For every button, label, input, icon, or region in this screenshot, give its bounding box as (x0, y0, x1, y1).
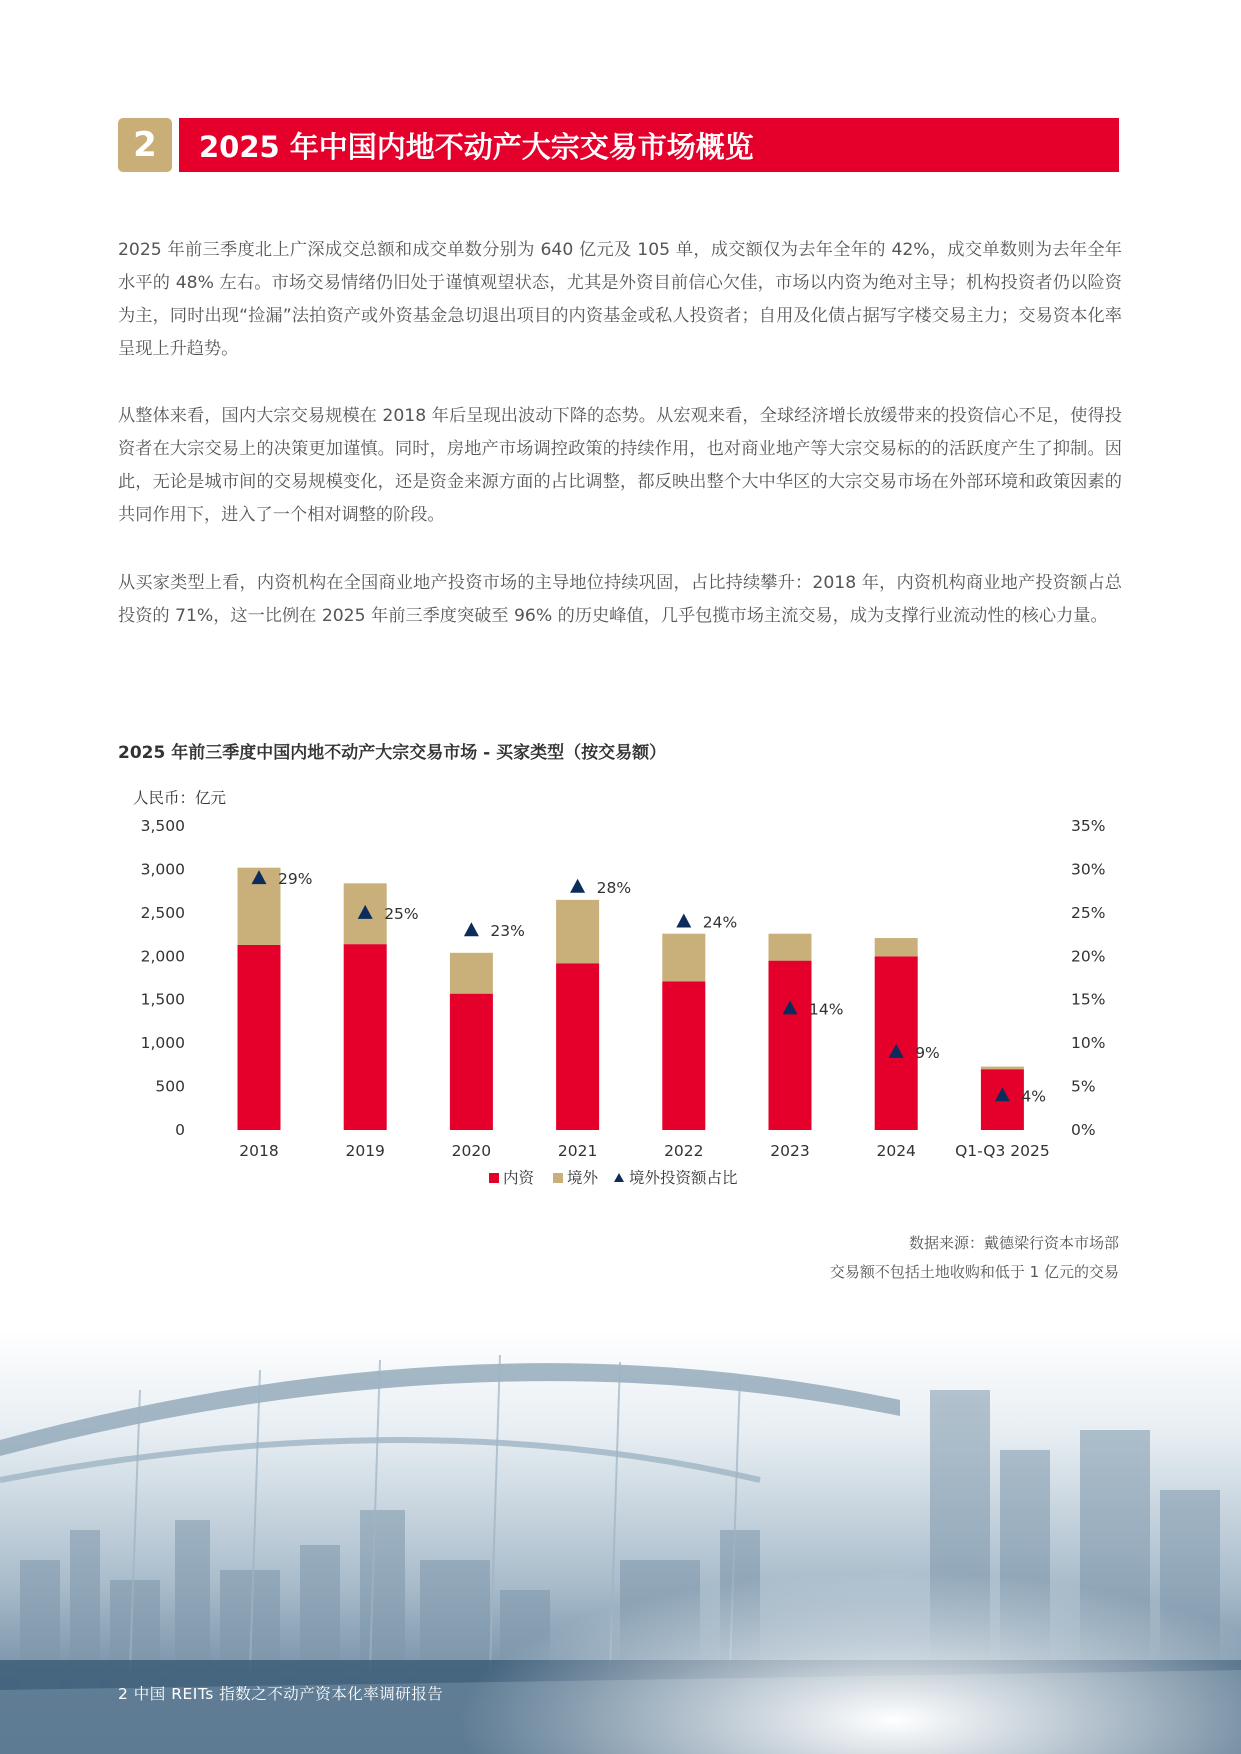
bar-domestic (769, 961, 812, 1130)
y-tick-label: 3,500 (140, 817, 185, 835)
y2-tick-label: 0% (1071, 1121, 1096, 1139)
y-axis (141, 817, 185, 1139)
ratio-label: 14% (809, 1000, 844, 1019)
ratio-marker (464, 922, 479, 936)
page-footer: 2 中国 REITs 指数之不动产资本化率调研报告 (118, 1685, 444, 1703)
source-note: 数据来源：戴德梁行资本市场部 (908, 1234, 1119, 1252)
bar-foreign (556, 900, 599, 963)
buyer-type-chart (0, 780, 1241, 1200)
bar-domestic (238, 945, 281, 1130)
ratio-label: 28% (596, 878, 632, 897)
section-title: 2025 年中国内地不动产大宗交易市场概览 (179, 118, 1119, 172)
chart-legend (489, 1169, 738, 1187)
x-tick-label: 2018 (239, 1142, 279, 1160)
ratio-label: 29% (278, 870, 313, 889)
paragraph-3: 从买家类型上看，内资机构在全国商业地产投资市场的主导地位持续巩固，占比持续攀升：2018 年，内资机构商业地产投资额占总投资的 71%，这一比例在 2025 年前三季度突破至 96% 的历史峰值，几乎包揽市场主流交易，成为支撑行业流动性的核心力量。 (118, 573, 1122, 626)
chart-title: 2025 年前三季度中国内地不动产大宗交易市场 - 买家类型（按交易额） (118, 743, 667, 763)
ratio-label: 24% (702, 913, 738, 932)
y2-tick-label: 30% (1071, 860, 1106, 879)
section-number: 2 (118, 118, 172, 172)
y-tick-label: 2,500 (140, 903, 185, 922)
y2-tick-label: 25% (1071, 903, 1106, 922)
source-exclusion-note: 交易额不包括土地收购和低于 1 亿元的交易 (829, 1263, 1119, 1281)
x-tick-label: 2024 (876, 1142, 916, 1160)
ratio-label: 23% (490, 922, 525, 941)
y-tick-label: 1,500 (140, 990, 185, 1009)
x-tick-label: Q1-Q3 2025 (955, 1142, 1050, 1160)
x-tick-label: 2021 (557, 1142, 598, 1160)
bars (238, 868, 1024, 1130)
x-tick-label: 2020 (451, 1142, 492, 1160)
y2-tick-label: 10% (1071, 1034, 1106, 1053)
legend-ratio-label: 境外投资额占比 (629, 1169, 738, 1187)
x-axis (239, 1142, 1049, 1160)
y-tick-label: 1,000 (140, 1034, 185, 1053)
paragraph-1: 2025 年前三季度北上广深成交总额和成交单数分别为 640 亿元及 105 单，成交额仅为去年全年的 42%，成交单数则为去年全年水平的 48% 左右。市场交易情绪仍旧处于谨慎观望状态，尤其是外资目前信心欠佳，市场以内资为绝对主导；机构投资者仍以险资为主，同时出现“捡漏”法拍资产或外资基金急切退出项目的内资基金或私人投资者；自用及化债占据写字楼交易主力；交易资本化率呈现上升趋势。 (118, 240, 1122, 359)
bar-foreign (662, 934, 705, 982)
bar-foreign (450, 953, 493, 994)
bar-domestic (450, 994, 493, 1130)
legend-domestic-swatch (489, 1173, 499, 1183)
legend-ratio-marker (614, 1173, 624, 1182)
y2-tick-label: 15% (1071, 990, 1106, 1009)
ratio-marker (676, 914, 691, 928)
bar-domestic (556, 963, 599, 1130)
bar-domestic (662, 981, 705, 1130)
bar-domestic (344, 944, 387, 1130)
chart-y-axis-label: 人民币：亿元 (133, 789, 227, 807)
y2-tick-label: 35% (1071, 817, 1106, 835)
y2-tick-label: 20% (1071, 947, 1106, 966)
bar-foreign (769, 934, 812, 961)
ratio-label: 25% (384, 904, 419, 923)
ratio-marker (570, 879, 585, 893)
x-tick-label: 2019 (345, 1142, 385, 1160)
ratio-label: 4% (1021, 1087, 1046, 1106)
y2-tick-label: 5% (1071, 1077, 1096, 1096)
y2-axis (1071, 817, 1105, 1139)
y-tick-label: 0 (175, 1121, 185, 1139)
paragraph-2: 从整体来看，国内大宗交易规模在 2018 年后呈现出波动下降的态势。从宏观来看，全球经济增长放缓带来的投资信心不足，使得投资者在大宗交易上的决策更加谨慎。同时，房地产市场调控政策的持续作用，也对商业地产等大宗交易标的的活跃度产生了抑制。因此，无论是城市间的交易规模变化，还是资金来源方面的占比调整，都反映出整个大中华区的大宗交易市场在外部环境和政策因素的共同作用下，进入了一个相对调整的阶段。 (118, 406, 1122, 525)
x-tick-label: 2023 (770, 1142, 810, 1160)
x-tick-label: 2022 (664, 1142, 704, 1160)
bar-domestic (875, 956, 918, 1130)
bar-foreign (981, 1067, 1024, 1070)
bar-foreign (875, 938, 918, 956)
y-tick-label: 2,000 (140, 947, 185, 966)
legend-domestic-label: 内资 (503, 1169, 535, 1187)
legend-foreign-label: 境外 (567, 1169, 599, 1187)
section-header (118, 118, 1119, 172)
y-tick-label: 500 (155, 1077, 185, 1096)
legend-foreign-swatch (553, 1173, 563, 1183)
y-tick-label: 3,000 (140, 860, 185, 879)
ratio-label: 9% (915, 1043, 940, 1062)
